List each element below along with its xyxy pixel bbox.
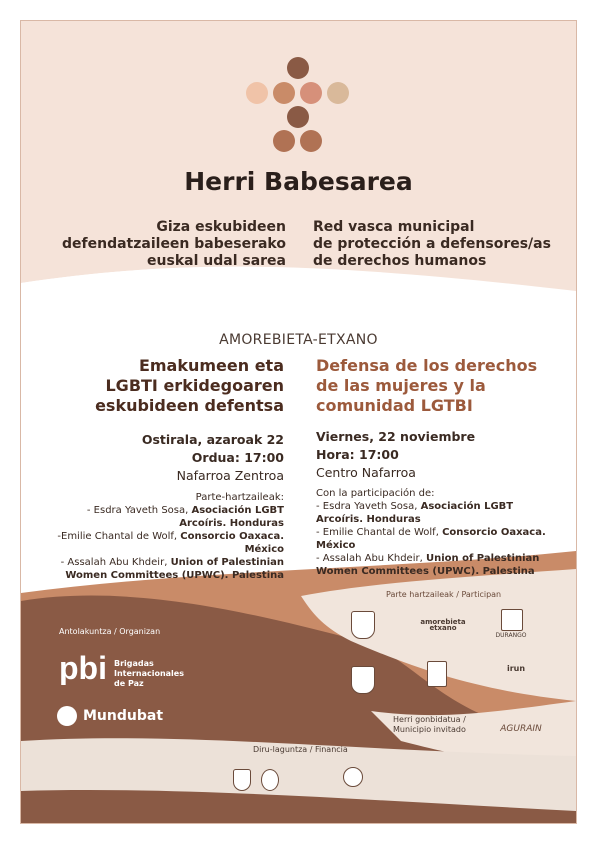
dot	[246, 82, 268, 104]
dot	[273, 130, 295, 152]
event-heading-eu: Emakumeen eta LGBTI erkidegoaren eskubideen defentsa	[95, 356, 284, 415]
amorebieta-logo: amorebieta etxano	[420, 618, 466, 632]
participants-es: Con la participación de: - Esdra Yaveth Sosa, Asociación LGBT Arcoíris. Honduras - Emilie Chantal de Wolf, Consorcio Oaxaca. México - Assalah Abu Khdeir, Union of Palestinian Women Committees (UPWC). Palestina	[316, 488, 546, 577]
network-title: Herri Babesarea	[184, 167, 413, 196]
mundubat-logo: Mundubat	[83, 708, 164, 724]
municipal-crest-icon	[351, 611, 375, 639]
subtitle-eu: Giza eskubideen defendatzaileen babeserako euskal udal sarea	[62, 219, 286, 269]
funding-label: Diru-laguntza / Financia	[253, 745, 348, 754]
cooperation-agency-icon	[343, 767, 363, 787]
city-name: AMOREBIETA-ETXANO	[219, 332, 378, 348]
subtitle-es: Red vasca municipal de protección a defensores/as de derechos humanos	[313, 219, 551, 269]
svg-text:pbi: pbi	[59, 650, 107, 685]
gipuzkoa-icon	[261, 769, 279, 791]
durango-icon	[501, 609, 523, 631]
dot	[273, 82, 295, 104]
event-date-eu: Ostirala, azaroak 22 Ordua: 17:00 Nafarroa Zentroa	[141, 432, 284, 483]
dot	[287, 106, 309, 128]
poster	[20, 20, 577, 824]
durango-logo: DURANGO	[495, 632, 527, 639]
dot	[327, 82, 349, 104]
pbi-logo	[59, 649, 111, 685]
dot	[300, 130, 322, 152]
mundubat-icon	[57, 706, 77, 726]
municipal-crest-icon-3	[427, 661, 447, 687]
participants-label: Parte hartzaileak / Participan	[386, 590, 502, 599]
dot	[287, 57, 309, 79]
event-heading-es: Defensa de los derechos de las mujeres y la comunidad LGTBI	[316, 356, 538, 415]
participants-eu: Parte-hartzaileak: - Esdra Yaveth Sosa, Asociación LGBT Arcoíris. Honduras -Emilie Chantal de Wolf, Consorcio Oaxaca. México - Assalah Abu Khdeir, Union of Palestinian Women Committees (UPWC). Palestina	[57, 492, 284, 581]
irun-logo: irun	[506, 664, 526, 673]
event-date-es: Viernes, 22 noviembre Hora: 17:00 Centro Nafarroa	[316, 429, 476, 480]
pbi-text: Brigadas Internacionales de Paz	[114, 659, 184, 688]
logo-dots	[21, 21, 576, 161]
dot	[300, 82, 322, 104]
guest-label: Herri gonbidatua / Municipio invitado	[393, 715, 466, 734]
organizers-label: Antolakuntza / Organizan	[59, 627, 161, 636]
diputacion-crest-icon	[233, 769, 251, 791]
municipal-crest-icon-2	[351, 666, 375, 694]
agurain-logo: AGURAIN	[500, 724, 542, 734]
